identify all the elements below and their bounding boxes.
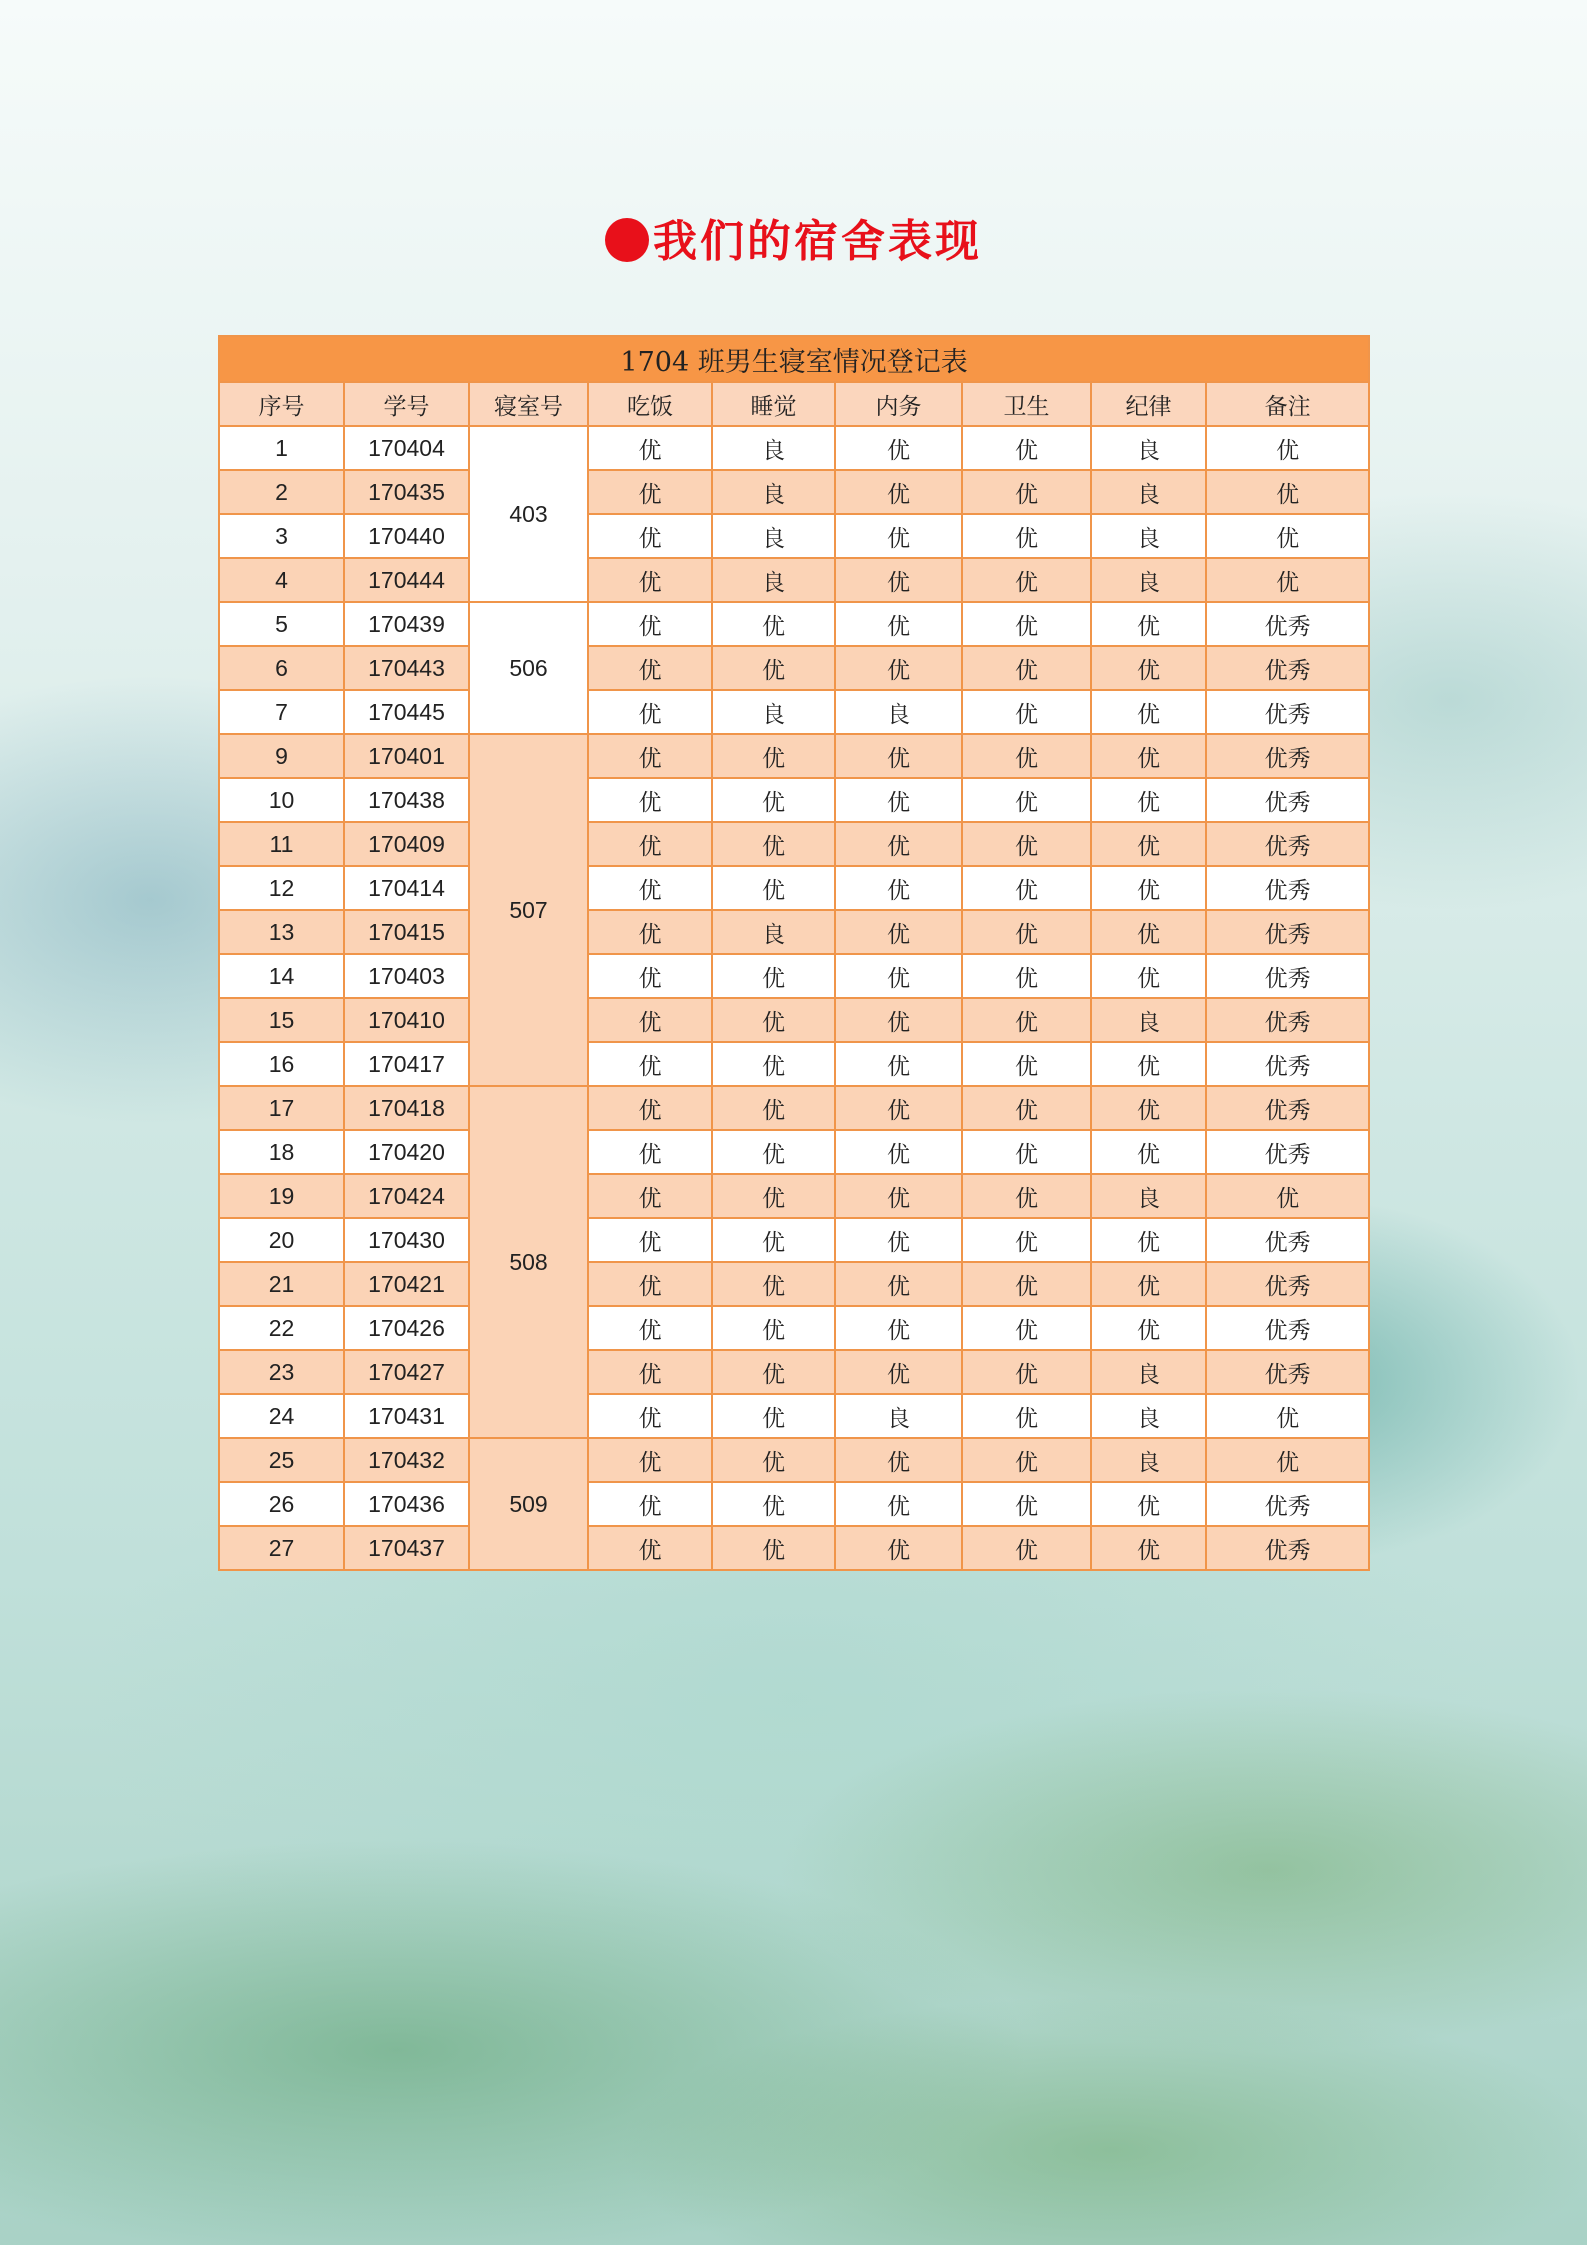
student-id-cell: 170444 <box>344 558 469 602</box>
eating-cell: 优 <box>588 1042 712 1086</box>
remark-cell: 优秀 <box>1206 734 1369 778</box>
student-id-cell: 170443 <box>344 646 469 690</box>
serial-cell: 3 <box>219 514 344 558</box>
sleeping-cell: 优 <box>712 1306 835 1350</box>
hygiene-cell: 优 <box>962 822 1091 866</box>
student-id-cell: 170418 <box>344 1086 469 1130</box>
remark-cell: 优 <box>1206 514 1369 558</box>
remark-cell: 优秀 <box>1206 822 1369 866</box>
eating-cell: 优 <box>588 1306 712 1350</box>
eating-cell: 优 <box>588 690 712 734</box>
serial-cell: 12 <box>219 866 344 910</box>
table-row <box>219 602 1369 646</box>
discipline-cell: 优 <box>1091 1218 1206 1262</box>
hygiene-cell: 优 <box>962 910 1091 954</box>
table-row <box>219 1086 1369 1130</box>
remark-cell: 优秀 <box>1206 1086 1369 1130</box>
eating-cell: 优 <box>588 1174 712 1218</box>
table-row <box>219 1262 1369 1306</box>
serial-cell: 17 <box>219 1086 344 1130</box>
discipline-cell: 优 <box>1091 1086 1206 1130</box>
eating-cell: 优 <box>588 1526 712 1570</box>
remark-cell: 优 <box>1206 470 1369 514</box>
table-row <box>219 470 1369 514</box>
eating-cell: 优 <box>588 558 712 602</box>
housekeeping-cell: 优 <box>835 1086 962 1130</box>
table-row <box>219 1042 1369 1086</box>
hygiene-cell: 优 <box>962 1526 1091 1570</box>
student-id-cell: 170427 <box>344 1350 469 1394</box>
header-cell: 卫生 <box>962 382 1091 426</box>
table-row <box>219 514 1369 558</box>
housekeeping-cell: 优 <box>835 998 962 1042</box>
table-row <box>219 734 1369 778</box>
eating-cell: 优 <box>588 822 712 866</box>
student-id-cell: 170430 <box>344 1218 469 1262</box>
hygiene-cell: 优 <box>962 646 1091 690</box>
housekeeping-cell: 优 <box>835 1218 962 1262</box>
remark-cell: 优秀 <box>1206 866 1369 910</box>
housekeeping-cell: 优 <box>835 558 962 602</box>
sleeping-cell: 良 <box>712 470 835 514</box>
student-id-cell: 170439 <box>344 602 469 646</box>
discipline-cell: 优 <box>1091 1130 1206 1174</box>
student-id-cell: 170437 <box>344 1526 469 1570</box>
housekeeping-cell: 优 <box>835 1438 962 1482</box>
table-row <box>219 1394 1369 1438</box>
discipline-cell: 优 <box>1091 910 1206 954</box>
hygiene-cell: 优 <box>962 1350 1091 1394</box>
hygiene-cell: 优 <box>962 1306 1091 1350</box>
table-row <box>219 998 1369 1042</box>
discipline-cell: 优 <box>1091 866 1206 910</box>
hygiene-cell: 优 <box>962 470 1091 514</box>
eating-cell: 优 <box>588 910 712 954</box>
serial-cell: 1 <box>219 426 344 470</box>
housekeeping-cell: 优 <box>835 426 962 470</box>
discipline-cell: 良 <box>1091 558 1206 602</box>
serial-cell: 9 <box>219 734 344 778</box>
serial-cell: 25 <box>219 1438 344 1482</box>
housekeeping-cell: 优 <box>835 514 962 558</box>
remark-cell: 优 <box>1206 1394 1369 1438</box>
discipline-cell: 优 <box>1091 778 1206 822</box>
housekeeping-cell: 优 <box>835 1130 962 1174</box>
table-row <box>219 954 1369 998</box>
serial-cell: 4 <box>219 558 344 602</box>
eating-cell: 优 <box>588 602 712 646</box>
eating-cell: 优 <box>588 866 712 910</box>
red-dot-icon <box>605 218 649 262</box>
housekeeping-cell: 优 <box>835 954 962 998</box>
hygiene-cell: 优 <box>962 1174 1091 1218</box>
hygiene-cell: 优 <box>962 602 1091 646</box>
sleeping-cell: 优 <box>712 1130 835 1174</box>
header-cell: 备注 <box>1206 382 1369 426</box>
discipline-cell: 良 <box>1091 1350 1206 1394</box>
discipline-cell: 良 <box>1091 514 1206 558</box>
table-row <box>219 1482 1369 1526</box>
serial-cell: 26 <box>219 1482 344 1526</box>
serial-cell: 10 <box>219 778 344 822</box>
header-cell: 序号 <box>219 382 344 426</box>
housekeeping-cell: 优 <box>835 1482 962 1526</box>
eating-cell: 优 <box>588 426 712 470</box>
room-number-cell: 509 <box>469 1438 588 1570</box>
table-row <box>219 1218 1369 1262</box>
housekeeping-cell: 良 <box>835 690 962 734</box>
hygiene-cell: 优 <box>962 1438 1091 1482</box>
eating-cell: 优 <box>588 1482 712 1526</box>
student-id-cell: 170415 <box>344 910 469 954</box>
header-row <box>219 382 1369 426</box>
student-id-cell: 170421 <box>344 1262 469 1306</box>
eating-cell: 优 <box>588 1130 712 1174</box>
housekeeping-cell: 优 <box>835 910 962 954</box>
remark-cell: 优秀 <box>1206 778 1369 822</box>
room-number-cell: 506 <box>469 602 588 734</box>
discipline-cell: 优 <box>1091 646 1206 690</box>
housekeeping-cell: 优 <box>835 866 962 910</box>
student-id-cell: 170431 <box>344 1394 469 1438</box>
sleeping-cell: 优 <box>712 646 835 690</box>
table-row <box>219 778 1369 822</box>
housekeeping-cell: 优 <box>835 602 962 646</box>
housekeeping-cell: 优 <box>835 1174 962 1218</box>
sleeping-cell: 优 <box>712 822 835 866</box>
sleeping-cell: 优 <box>712 1262 835 1306</box>
room-number-cell: 508 <box>469 1086 588 1438</box>
page-title <box>0 205 1587 269</box>
table-row <box>219 1130 1369 1174</box>
discipline-cell: 优 <box>1091 1306 1206 1350</box>
student-id-cell: 170440 <box>344 514 469 558</box>
dorm-record-table <box>218 335 1370 1571</box>
hygiene-cell: 优 <box>962 426 1091 470</box>
discipline-cell: 优 <box>1091 1526 1206 1570</box>
remark-cell: 优 <box>1206 1438 1369 1482</box>
remark-cell: 优秀 <box>1206 1042 1369 1086</box>
table-row <box>219 866 1369 910</box>
housekeeping-cell: 优 <box>835 470 962 514</box>
eating-cell: 优 <box>588 734 712 778</box>
hygiene-cell: 优 <box>962 558 1091 602</box>
hygiene-cell: 优 <box>962 954 1091 998</box>
sleeping-cell: 优 <box>712 1526 835 1570</box>
serial-cell: 15 <box>219 998 344 1042</box>
table-row <box>219 690 1369 734</box>
hygiene-cell: 优 <box>962 1394 1091 1438</box>
serial-cell: 24 <box>219 1394 344 1438</box>
remark-cell: 优秀 <box>1206 1306 1369 1350</box>
sleeping-cell: 优 <box>712 778 835 822</box>
header-cell: 寝室号 <box>469 382 588 426</box>
header-cell: 学号 <box>344 382 469 426</box>
sleeping-cell: 优 <box>712 1394 835 1438</box>
eating-cell: 优 <box>588 1438 712 1482</box>
header-cell: 睡觉 <box>712 382 835 426</box>
housekeeping-cell: 优 <box>835 1350 962 1394</box>
table-row <box>219 1306 1369 1350</box>
serial-cell: 2 <box>219 470 344 514</box>
sleeping-cell: 良 <box>712 910 835 954</box>
table-row <box>219 426 1369 470</box>
eating-cell: 优 <box>588 1086 712 1130</box>
housekeeping-cell: 优 <box>835 646 962 690</box>
student-id-cell: 170403 <box>344 954 469 998</box>
header-cell: 内务 <box>835 382 962 426</box>
discipline-cell: 良 <box>1091 998 1206 1042</box>
discipline-cell: 良 <box>1091 1394 1206 1438</box>
serial-cell: 7 <box>219 690 344 734</box>
remark-cell: 优秀 <box>1206 646 1369 690</box>
serial-cell: 22 <box>219 1306 344 1350</box>
serial-cell: 21 <box>219 1262 344 1306</box>
remark-cell: 优秀 <box>1206 602 1369 646</box>
student-id-cell: 170426 <box>344 1306 469 1350</box>
eating-cell: 优 <box>588 470 712 514</box>
hygiene-cell: 优 <box>962 1262 1091 1306</box>
hygiene-cell: 优 <box>962 1482 1091 1526</box>
remark-cell: 优秀 <box>1206 1218 1369 1262</box>
housekeeping-cell: 良 <box>835 1394 962 1438</box>
sleeping-cell: 优 <box>712 998 835 1042</box>
discipline-cell: 优 <box>1091 822 1206 866</box>
table-row <box>219 1526 1369 1570</box>
hygiene-cell: 优 <box>962 1042 1091 1086</box>
serial-cell: 13 <box>219 910 344 954</box>
table-row <box>219 1438 1369 1482</box>
hygiene-cell: 优 <box>962 1218 1091 1262</box>
sleeping-cell: 优 <box>712 734 835 778</box>
remark-cell: 优秀 <box>1206 690 1369 734</box>
student-id-cell: 170432 <box>344 1438 469 1482</box>
remark-cell: 优秀 <box>1206 1350 1369 1394</box>
remark-cell: 优 <box>1206 558 1369 602</box>
sleeping-cell: 优 <box>712 1042 835 1086</box>
remark-cell: 优秀 <box>1206 954 1369 998</box>
remark-cell: 优秀 <box>1206 1482 1369 1526</box>
sleeping-cell: 良 <box>712 426 835 470</box>
table-caption: 1704 班男生寝室情况登记表 <box>219 336 1369 382</box>
hygiene-cell: 优 <box>962 734 1091 778</box>
sleeping-cell: 优 <box>712 1174 835 1218</box>
sleeping-cell: 优 <box>712 1086 835 1130</box>
discipline-cell: 优 <box>1091 602 1206 646</box>
hygiene-cell: 优 <box>962 690 1091 734</box>
discipline-cell: 优 <box>1091 690 1206 734</box>
hygiene-cell: 优 <box>962 514 1091 558</box>
eating-cell: 优 <box>588 1394 712 1438</box>
housekeeping-cell: 优 <box>835 734 962 778</box>
remark-cell: 优 <box>1206 426 1369 470</box>
student-id-cell: 170401 <box>344 734 469 778</box>
discipline-cell: 优 <box>1091 1482 1206 1526</box>
discipline-cell: 优 <box>1091 734 1206 778</box>
serial-cell: 14 <box>219 954 344 998</box>
housekeeping-cell: 优 <box>835 1262 962 1306</box>
remark-cell: 优 <box>1206 1174 1369 1218</box>
serial-cell: 19 <box>219 1174 344 1218</box>
discipline-cell: 良 <box>1091 1174 1206 1218</box>
discipline-cell: 优 <box>1091 1262 1206 1306</box>
serial-cell: 16 <box>219 1042 344 1086</box>
discipline-cell: 良 <box>1091 470 1206 514</box>
remark-cell: 优秀 <box>1206 1130 1369 1174</box>
hygiene-cell: 优 <box>962 778 1091 822</box>
student-id-cell: 170414 <box>344 866 469 910</box>
serial-cell: 6 <box>219 646 344 690</box>
serial-cell: 11 <box>219 822 344 866</box>
table-row <box>219 822 1369 866</box>
hygiene-cell: 优 <box>962 866 1091 910</box>
discipline-cell: 良 <box>1091 426 1206 470</box>
student-id-cell: 170435 <box>344 470 469 514</box>
hygiene-cell: 优 <box>962 1130 1091 1174</box>
student-id-cell: 170436 <box>344 1482 469 1526</box>
discipline-cell: 良 <box>1091 1438 1206 1482</box>
table-body <box>219 426 1369 1570</box>
room-number-cell: 403 <box>469 426 588 602</box>
serial-cell: 18 <box>219 1130 344 1174</box>
discipline-cell: 优 <box>1091 1042 1206 1086</box>
eating-cell: 优 <box>588 1350 712 1394</box>
serial-cell: 23 <box>219 1350 344 1394</box>
hygiene-cell: 优 <box>962 1086 1091 1130</box>
table-row <box>219 1350 1369 1394</box>
housekeeping-cell: 优 <box>835 1526 962 1570</box>
eating-cell: 优 <box>588 998 712 1042</box>
housekeeping-cell: 优 <box>835 822 962 866</box>
student-id-cell: 170404 <box>344 426 469 470</box>
eating-cell: 优 <box>588 778 712 822</box>
header-cell: 吃饭 <box>588 382 712 426</box>
header-cell: 纪律 <box>1091 382 1206 426</box>
sleeping-cell: 优 <box>712 1482 835 1526</box>
eating-cell: 优 <box>588 1262 712 1306</box>
eating-cell: 优 <box>588 646 712 690</box>
table-row <box>219 646 1369 690</box>
table-row <box>219 910 1369 954</box>
student-id-cell: 170417 <box>344 1042 469 1086</box>
serial-cell: 20 <box>219 1218 344 1262</box>
sleeping-cell: 良 <box>712 558 835 602</box>
eating-cell: 优 <box>588 514 712 558</box>
room-number-cell: 507 <box>469 734 588 1086</box>
remark-cell: 优秀 <box>1206 1526 1369 1570</box>
student-id-cell: 170445 <box>344 690 469 734</box>
remark-cell: 优秀 <box>1206 1262 1369 1306</box>
table-row <box>219 1174 1369 1218</box>
sleeping-cell: 优 <box>712 602 835 646</box>
page-title-text: 我们的宿舍表现 <box>653 216 982 267</box>
eating-cell: 优 <box>588 954 712 998</box>
discipline-cell: 优 <box>1091 954 1206 998</box>
housekeeping-cell: 优 <box>835 1306 962 1350</box>
remark-cell: 优秀 <box>1206 998 1369 1042</box>
sleeping-cell: 优 <box>712 1218 835 1262</box>
sleeping-cell: 良 <box>712 514 835 558</box>
student-id-cell: 170420 <box>344 1130 469 1174</box>
student-id-cell: 170410 <box>344 998 469 1042</box>
sleeping-cell: 优 <box>712 1438 835 1482</box>
sleeping-cell: 优 <box>712 954 835 998</box>
serial-cell: 5 <box>219 602 344 646</box>
serial-cell: 27 <box>219 1526 344 1570</box>
sleeping-cell: 良 <box>712 690 835 734</box>
table-row <box>219 558 1369 602</box>
sleeping-cell: 优 <box>712 866 835 910</box>
student-id-cell: 170424 <box>344 1174 469 1218</box>
remark-cell: 优秀 <box>1206 910 1369 954</box>
sleeping-cell: 优 <box>712 1350 835 1394</box>
hygiene-cell: 优 <box>962 998 1091 1042</box>
eating-cell: 优 <box>588 1218 712 1262</box>
student-id-cell: 170409 <box>344 822 469 866</box>
housekeeping-cell: 优 <box>835 778 962 822</box>
housekeeping-cell: 优 <box>835 1042 962 1086</box>
student-id-cell: 170438 <box>344 778 469 822</box>
